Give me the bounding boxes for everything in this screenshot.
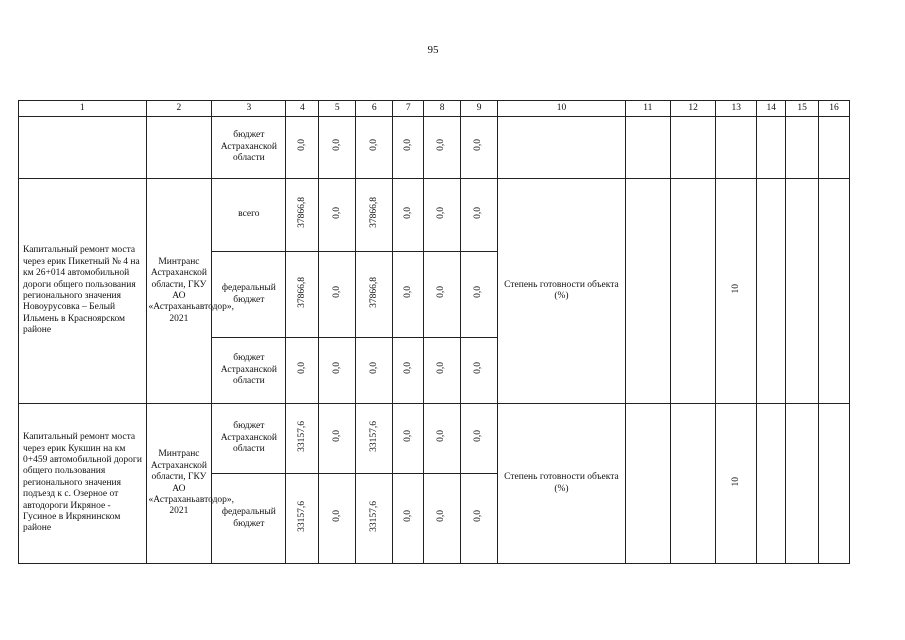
column-header-9: 9 xyxy=(461,101,498,117)
column-header-11: 11 xyxy=(625,101,670,117)
empty-cell-12 xyxy=(670,117,715,179)
table-row xyxy=(19,179,850,252)
value-cell-8: 0,0 xyxy=(424,338,461,404)
value-cell-6: 33157,6 xyxy=(356,404,393,474)
column-header-8: 8 xyxy=(424,101,461,117)
empty-cell-15 xyxy=(786,117,819,179)
value-cell-5: 0,0 xyxy=(319,252,356,338)
column-header-1: 1 xyxy=(19,101,147,117)
funding-source: бюджет Астраханской области xyxy=(212,117,286,179)
value-cell-4: 37866,8 xyxy=(286,252,319,338)
value-cell-5: 0,0 xyxy=(319,338,356,404)
value-cell-6: 0,0 xyxy=(356,117,393,179)
value-cell-7: 0,0 xyxy=(393,338,424,404)
value-cell-8: 0,0 xyxy=(424,252,461,338)
empty-cell-11 xyxy=(625,404,670,564)
column-header-13: 13 xyxy=(716,101,757,117)
value-cell-8: 0,0 xyxy=(424,179,461,252)
responsible-org xyxy=(146,117,212,179)
budget-table xyxy=(18,100,850,564)
funding-source: федеральный бюджет xyxy=(212,252,286,338)
value-cell-4: 37866,8 xyxy=(286,179,319,252)
object-description: Капитальный ремонт моста через ерик Кукшин на км 0+459 автомобильной дороги общего пользования регионального значения подъезд к с. Озерное от автодороги Икряное - Гусиное в Икрянинском районе xyxy=(19,404,147,564)
empty-cell-11 xyxy=(625,117,670,179)
target-value-cell: 10 xyxy=(716,404,757,564)
column-header-2: 2 xyxy=(146,101,212,117)
empty-cell-11 xyxy=(625,179,670,404)
column-header-6: 6 xyxy=(356,101,393,117)
column-header-4: 4 xyxy=(286,101,319,117)
indicator-cell xyxy=(498,117,626,179)
empty-cell-15 xyxy=(786,404,819,564)
responsible-org: Минтранс Астраханской области, ГКУ АО «Астраханьавтодор», 2021 xyxy=(146,404,212,564)
empty-cell-14 xyxy=(757,117,786,179)
value-cell-4: 33157,6 xyxy=(286,474,319,564)
responsible-org: Минтранс Астраханской области, ГКУ АО «Астраханьавтодор», 2021 xyxy=(146,179,212,404)
value-cell-4: 0,0 xyxy=(286,117,319,179)
empty-cell-12 xyxy=(670,404,715,564)
value-cell-8: 0,0 xyxy=(424,474,461,564)
empty-cell-16 xyxy=(819,179,850,404)
empty-cell-16 xyxy=(819,117,850,179)
table-row xyxy=(19,404,850,474)
value-cell-5: 0,0 xyxy=(319,404,356,474)
value-cell-7: 0,0 xyxy=(393,404,424,474)
column-header-3: 3 xyxy=(212,101,286,117)
empty-cell-14 xyxy=(757,179,786,404)
value-cell-9: 0,0 xyxy=(461,252,498,338)
value-cell-7: 0,0 xyxy=(393,117,424,179)
value-cell-5: 0,0 xyxy=(319,179,356,252)
empty-cell-13 xyxy=(716,117,757,179)
value-cell-4: 0,0 xyxy=(286,338,319,404)
target-value-cell: 10 xyxy=(716,179,757,404)
value-cell-6: 37866,8 xyxy=(356,179,393,252)
value-cell-5: 0,0 xyxy=(319,474,356,564)
empty-cell-14 xyxy=(757,404,786,564)
value-cell-7: 0,0 xyxy=(393,179,424,252)
column-header-12: 12 xyxy=(670,101,715,117)
column-header-14: 14 xyxy=(757,101,786,117)
value-cell-6: 0,0 xyxy=(356,338,393,404)
funding-source: всего xyxy=(212,179,286,252)
empty-cell-15 xyxy=(786,179,819,404)
value-cell-8: 0,0 xyxy=(424,117,461,179)
column-header-7: 7 xyxy=(393,101,424,117)
value-cell-5: 0,0 xyxy=(319,117,356,179)
empty-cell-12 xyxy=(670,179,715,404)
empty-cell-16 xyxy=(819,404,850,564)
object-description xyxy=(19,117,147,179)
column-header-5: 5 xyxy=(319,101,356,117)
page-number: 95 xyxy=(427,44,439,56)
column-header-10: 10 xyxy=(498,101,626,117)
column-header-15: 15 xyxy=(786,101,819,117)
value-cell-6: 33157,6 xyxy=(356,474,393,564)
value-cell-9: 0,0 xyxy=(461,338,498,404)
value-cell-9: 0,0 xyxy=(461,474,498,564)
funding-source: бюджет Астраханской области xyxy=(212,338,286,404)
indicator-cell: Степень готовности объекта (%) xyxy=(498,404,626,564)
value-cell-7: 0,0 xyxy=(393,474,424,564)
table-row xyxy=(19,117,850,179)
indicator-cell: Степень готовности объекта (%) xyxy=(498,179,626,404)
value-cell-4: 33157,6 xyxy=(286,404,319,474)
funding-source: федеральный бюджет xyxy=(212,474,286,564)
value-cell-8: 0,0 xyxy=(424,404,461,474)
value-cell-6: 37866,8 xyxy=(356,252,393,338)
header-row xyxy=(19,101,850,117)
value-cell-9: 0,0 xyxy=(461,179,498,252)
object-description: Капитальный ремонт моста через ерик Пикетный № 4 на км 26+014 автомобильной дороги общего пользования регионального значения Новоурусовка – Белый Ильмень в Красноярском районе xyxy=(19,179,147,404)
column-header-16: 16 xyxy=(819,101,850,117)
value-cell-9: 0,0 xyxy=(461,117,498,179)
funding-source: бюджет Астраханской области xyxy=(212,404,286,474)
value-cell-9: 0,0 xyxy=(461,404,498,474)
value-cell-7: 0,0 xyxy=(393,252,424,338)
